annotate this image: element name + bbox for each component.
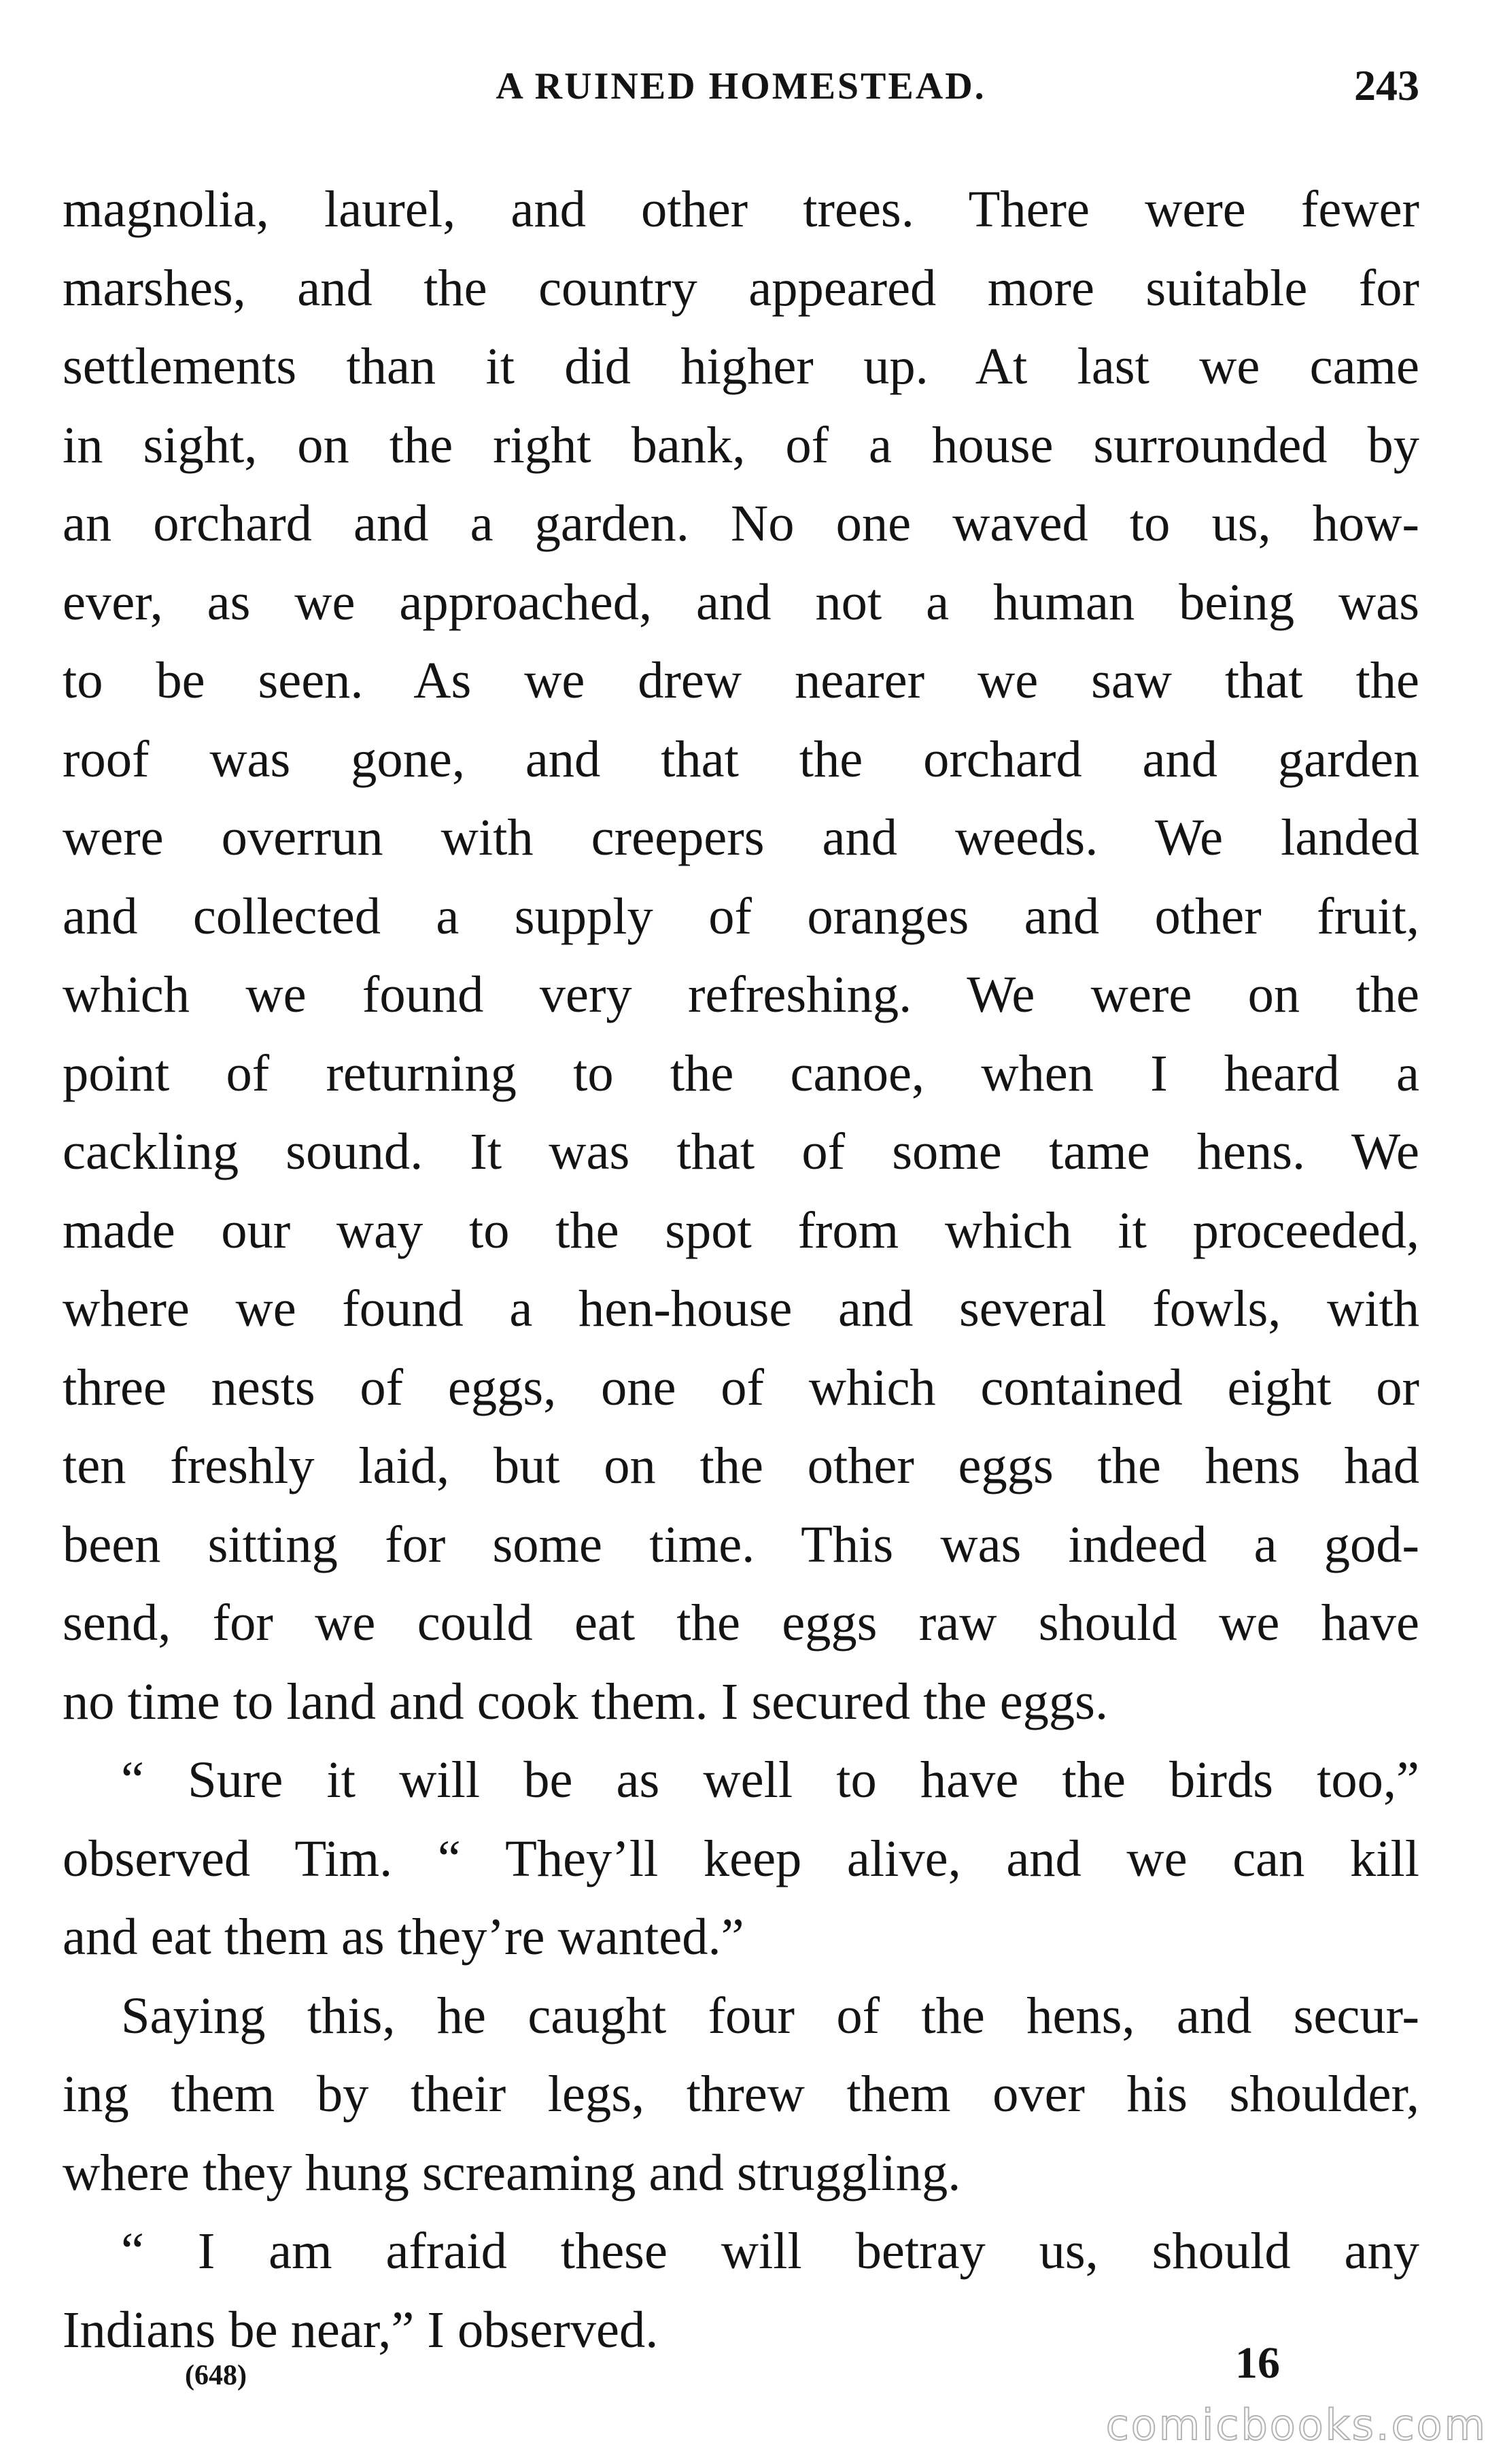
text-line: “ I am afraid these will betray us, should any [121,2222,1419,2280]
text-line: marshes, and the country appeared more suitable for [63,258,1419,317]
text-line: cackling sound. It was that of some tame hens. We [63,1123,1419,1180]
text-line: in sight, on the right bank, of a house surrounded by [63,415,1419,474]
text-line: observed Tim. “ They’ll keep alive, and we can kill [63,1829,1419,1887]
text-line: and collected a supply of oranges and other fruit, [63,887,1419,945]
text-line: and eat them as they’re wanted.” [63,1908,744,1966]
text-line: where we found a hen-house and several fowls, with [63,1280,1419,1337]
text-line: made our way to the spot from which it proceeded, [63,1201,1419,1259]
watermark: comicbooks.com [1105,2400,1487,2450]
text-line: were overrun with creepers and weeds. We landed [63,808,1419,866]
text-line: “ Sure it will be as well to have the birds too,” [121,1751,1419,1809]
page-number: 243 [1354,61,1419,109]
text-line: magnolia, laurel, and other trees. There were fewer [63,180,1419,238]
text-line: ing them by their legs, threw them over his shoulder, [63,2065,1419,2123]
signature-mark: 16 [1235,2338,1280,2388]
text-line: roof was gone, and that the orchard and garden [63,730,1419,788]
text-line: which we found very refreshing. We were on the [63,965,1419,1023]
text-line: ever, as we approached, and not a human being was [63,572,1419,631]
running-title: A RUINED HOMESTEAD. [496,65,986,107]
text-line: Indians be near,” I observed. [63,2300,659,2359]
text-line: to be seen. As we drew nearer we saw that the [63,651,1419,709]
text-line: an orchard and a garden. No one waved to us, how- [63,494,1419,552]
printer-signature: (648) [185,2360,247,2391]
text-line: three nests of eggs, one of which contained eight or [63,1358,1419,1416]
text-line: point of returning to the canoe, when I heard a [63,1044,1419,1102]
text-line: no time to land and cook them. I secured the eggs. [63,1672,1109,1730]
text-line: send, for we could eat the eggs raw should we have [63,1594,1419,1652]
text-line: Saying this, he caught four of the hens, and secur- [121,1986,1419,2044]
body-text [63,170,1419,2369]
text-line: been sitting for some time. This was indeed a god- [63,1515,1419,1573]
text-line: where they hung screaming and struggling. [63,2143,961,2202]
text-line: settlements than it did higher up. At last we came [63,337,1419,395]
text-line: ten freshly laid, but on the other eggs the hens had [63,1437,1419,1494]
running-head [63,61,1419,119]
